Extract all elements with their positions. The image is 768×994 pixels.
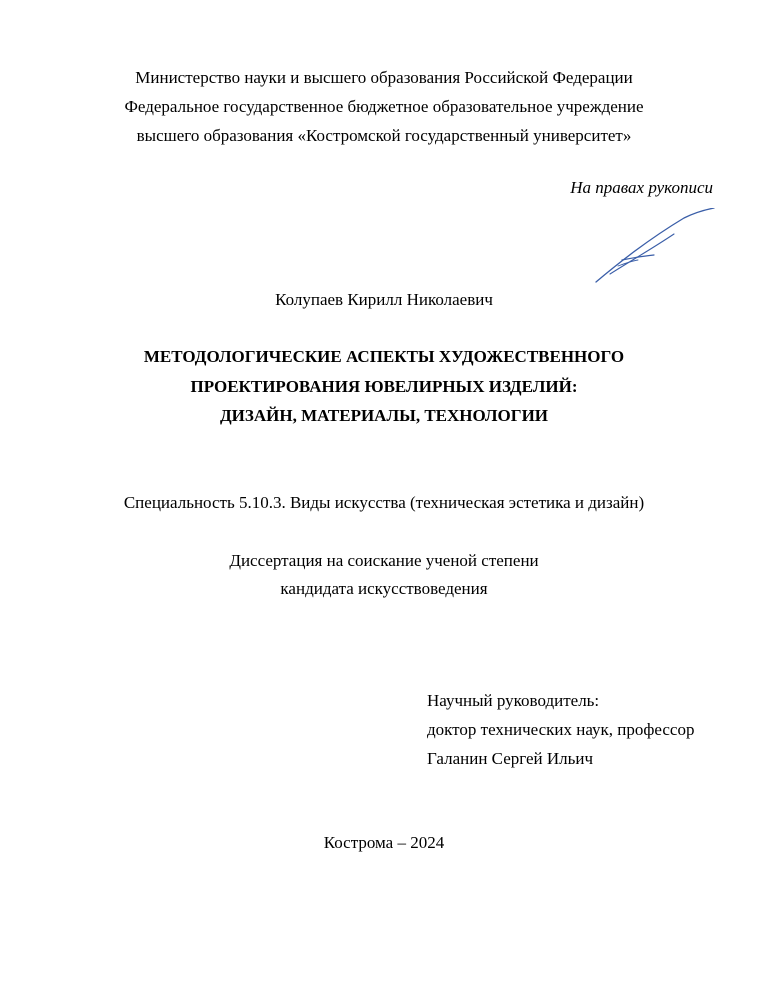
dissertation-title-line-3: ДИЗАЙН, МАТЕРИАЛЫ, ТЕХНОЛОГИИ [219,406,549,425]
signature-icon [592,208,717,288]
ministry-line: Министерство науки и высшего образования Российской Федерации [135,68,633,87]
dissertation-title-line-2: ПРОЕКТИРОВАНИЯ ЮВЕЛИРНЫХ ИЗДЕЛИЙ: [190,377,578,396]
supervisor-degree: доктор технических наук, профессор [427,720,695,739]
dissertation-title-line-1: МЕТОДОЛОГИЧЕСКИЕ АСПЕКТЫ ХУДОЖЕСТВЕННОГО [143,347,625,366]
institution-line-2: высшего образования «Костромской государственный университет» [136,126,632,145]
supervisor-name: Галанин Сергей Ильич [427,749,594,768]
supervisor-label: Научный руководитель: [427,691,600,710]
city-year: Кострома – 2024 [323,833,445,852]
institution-line-1: Федеральное государственное бюджетное образовательное учреждение [124,97,644,116]
manuscript-note: На правах рукописи [570,178,713,197]
specialty-line: Специальность 5.10.3. Виды искусства (техническая эстетика и дизайн) [123,493,645,512]
dissertation-degree-line-1: Диссертация на соискание ученой степени [229,551,539,570]
dissertation-degree-line-2: кандидата искусствоведения [280,579,488,598]
author-name: Колупаев Кирилл Николаевич [275,290,493,309]
